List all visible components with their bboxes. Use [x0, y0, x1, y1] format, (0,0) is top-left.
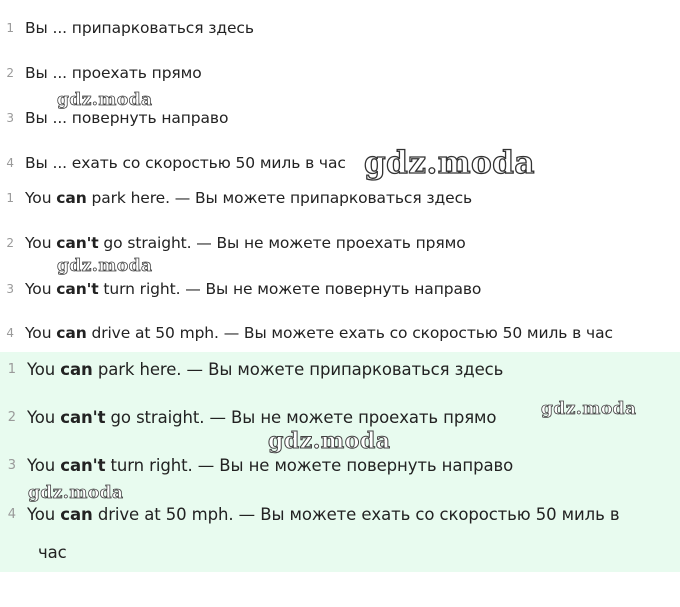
answer-line-1	[0, 189, 472, 207]
line-number: 3	[6, 282, 14, 296]
line-text: Вы ... ехать со скоростью 50 миль в час	[25, 154, 346, 172]
answer-panel-line-3	[2, 456, 513, 475]
line-number: 1	[6, 191, 14, 205]
modal-verb: can	[56, 324, 87, 342]
line-text: You can drive at 50 mph. — Вы можете ехать со скоростью 50 миль в	[27, 505, 620, 524]
watermark: gdz.moda	[28, 483, 124, 503]
line-number: 4	[7, 507, 16, 522]
line-text: Вы ... проехать прямо	[25, 64, 202, 82]
task-line-4	[0, 154, 346, 172]
line-text: You can't go straight. — Вы не можете проехать прямо	[27, 408, 497, 427]
task-line-2	[0, 64, 202, 82]
line-number: 2	[6, 66, 14, 80]
line-number: 2	[6, 236, 14, 250]
line-text: You can park here. — Вы можете припарковаться здесь	[27, 360, 504, 379]
line-text: You can't turn right. — Вы не можете повернуть направо	[25, 280, 482, 298]
line-number: 3	[7, 458, 16, 473]
modal-verb: can't	[60, 456, 106, 475]
answer-line-3	[0, 280, 481, 298]
watermark: gdz.moda	[57, 90, 153, 110]
line-number: 1	[6, 21, 14, 35]
line-text: You can't turn right. — Вы не можете повернуть направо	[27, 456, 514, 475]
line-text: You can't go straight. — Вы не можете проехать прямо	[25, 234, 466, 252]
answer-panel-line-4	[2, 505, 620, 524]
line-number: 4	[6, 326, 14, 340]
modal-verb: can't	[60, 408, 106, 427]
modal-verb: can't	[56, 280, 99, 298]
watermark: gdz.moda	[57, 256, 153, 276]
line-text: You can park here. — Вы можете припарковаться здесь	[25, 189, 473, 207]
line-text: Вы ... припарковаться здесь	[25, 19, 254, 37]
modal-verb: can	[60, 360, 93, 379]
answer-panel-line-1	[2, 360, 503, 379]
line-text-wrap: час	[38, 543, 67, 562]
answer-panel-line-2	[2, 408, 496, 427]
task-line-1	[0, 19, 254, 37]
line-text: Вы ... повернуть направо	[25, 109, 229, 127]
watermark: gdz.moda	[364, 145, 535, 181]
watermark: gdz.moda	[541, 399, 637, 419]
modal-verb: can	[56, 189, 87, 207]
modal-verb: can	[60, 505, 93, 524]
line-number: 3	[6, 111, 14, 125]
answer-panel-line-4-wrap	[38, 543, 67, 562]
line-number: 4	[6, 156, 14, 170]
line-number: 1	[7, 362, 16, 377]
modal-verb: can't	[56, 234, 99, 252]
answer-line-2	[0, 234, 466, 252]
answer-line-4	[0, 324, 613, 342]
task-line-3	[0, 109, 228, 127]
line-number: 2	[7, 410, 16, 425]
watermark: gdz.moda	[268, 428, 391, 454]
line-text: You can drive at 50 mph. — Вы можете ехать со скоростью 50 миль в час	[25, 324, 613, 342]
